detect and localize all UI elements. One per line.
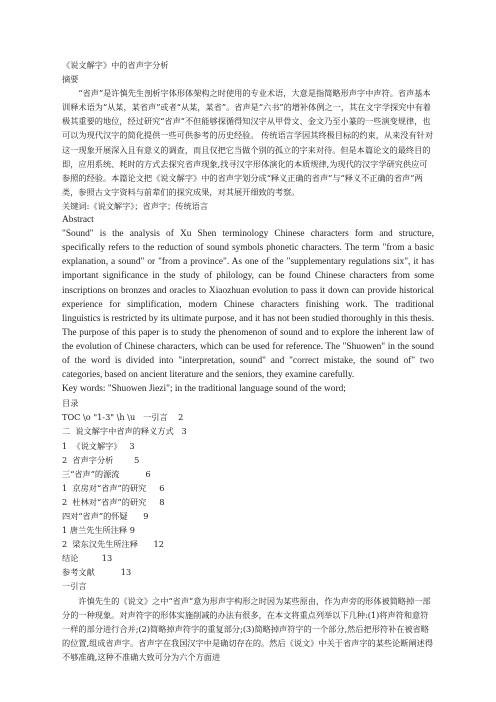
toc-entry[interactable]: 1 唐兰先生所注释 9 [62, 525, 135, 536]
intro-heading: 一引言 [62, 581, 87, 592]
toc-entry[interactable]: TOC \o "1-3" \h \u 一引言 2 [62, 412, 184, 423]
abstract-heading: 摘要 [62, 74, 79, 85]
toc-entry[interactable]: 二 说文解字中省声的释义方式 3 [62, 426, 187, 437]
document-page [62, 58, 434, 664]
toc-entry[interactable]: 结论 13 [62, 553, 113, 564]
toc-entry[interactable]: 2 杜林对“省声”的研究 8 [62, 496, 165, 507]
intro-body: 许慎先生的《说文》之中“省声”意为形声字构形之时因为某些原由，作为声旁的形体被简略掉一部分的一种现象。对声符字的形体实施削减的办法有很多，在本文将重点列举以下几种:(1)将声符和意符一样的部分进行合并;(2)简略掉声符字的重复部分;(3)简略掉声符字的一个部分,然后把形符补在被省略的位置,组成省声字。省声字在我国汉字中是确切存在的。然后《说文》中关于省声字的某些论断阐述得不够准确,这种不准确大致可分为六个方面进 [62, 595, 434, 662]
toc-entry[interactable]: 2 梁东汉先生所注释 12 [62, 539, 164, 550]
abstract-chinese: “省声”是许慎先生剖析字体形体架构之时使用的专业术语，大意是指简略形声字中声符。省声基本训释术语为“从某，某省声”或者“从某，某省”。省声是“六书”的增补体例之一，其在文字学探究中有着极其重要的地位，经过研究“省声”不但能够探循得知汉字从甲骨文、金文乃至小篆的一些演变规律，也可以为现代汉字的简化提供一些可供参考的历史经验。 传统语言学因其终极目标的约束，从来没有针对这一现象开展深入且有意义的调查，而且仅把它当做个别的孤立的字来对待。但是本篇论文的最终目的即，应用系统、耗时的方式去探究省声现象,找寻汉字形体演化的本质规律,为现代的汉字学研究供应可参照的经验。本篇论文把《说文解字》中的省声字划分成“释义正确的省声”与“释义不正确的省声”两类，参照古文字资料与前辈们的探究成果，对其展开细致的考察。 [62, 88, 434, 197]
toc-entry[interactable]: 三“省声”的源流 6 [62, 468, 151, 479]
toc-entry[interactable]: 2 省声字分析 5 [62, 454, 140, 465]
toc-entry[interactable]: 1 《说文解字》 3 [62, 440, 135, 451]
table-of-contents [62, 410, 434, 579]
toc-entry[interactable]: 1 京房对“省声”的研究 6 [62, 482, 165, 493]
document-title: 《说文解字》中的省声字分析 [62, 60, 169, 70]
toc-heading: 目录 [62, 398, 79, 409]
toc-entry[interactable]: 参考文献 13 [62, 567, 132, 578]
keywords-chinese: 关键词:《说文解字》；省声字；传统语言 [62, 200, 209, 211]
keywords-english: Key words: "Shuowen Jiezi"; in the traditional language sound of the word; [62, 384, 346, 395]
abstract-english: "Sound" is the analysis of Xu Shen terminology Chinese characters form and structure, specifically refers to the reduction of sound symbols phonetic characters. The term "from a basic explanation, a sound" or "from a province". As one of the "supplementary regulations six", it has important significance in the study of philology, can be found Chinese characters from some inscriptions on bronzes and oracles to Xiaozhuan evolution to pass it down can provide historical experience for simplification, modern Chinese characters finishing work. The traditional linguistics is restricted by its ultimate purpose, and it has not been studied thoroughly in this thesis. The purpose of this paper is to study the phenomenon of sound and to explore the inherent law of the evolution of Chinese characters, which can be used for reference. The "Shuowen" in the sound of the word is divided into "interpretation, sound" and "correct mistake, the sound of" two categories, based on ancient literature and the seniors, they examine carefully. [62, 229, 434, 381]
toc-entry[interactable]: 四对“省声”的怀疑 9 [62, 511, 149, 521]
abstract-english-heading: Abstract [62, 215, 94, 226]
